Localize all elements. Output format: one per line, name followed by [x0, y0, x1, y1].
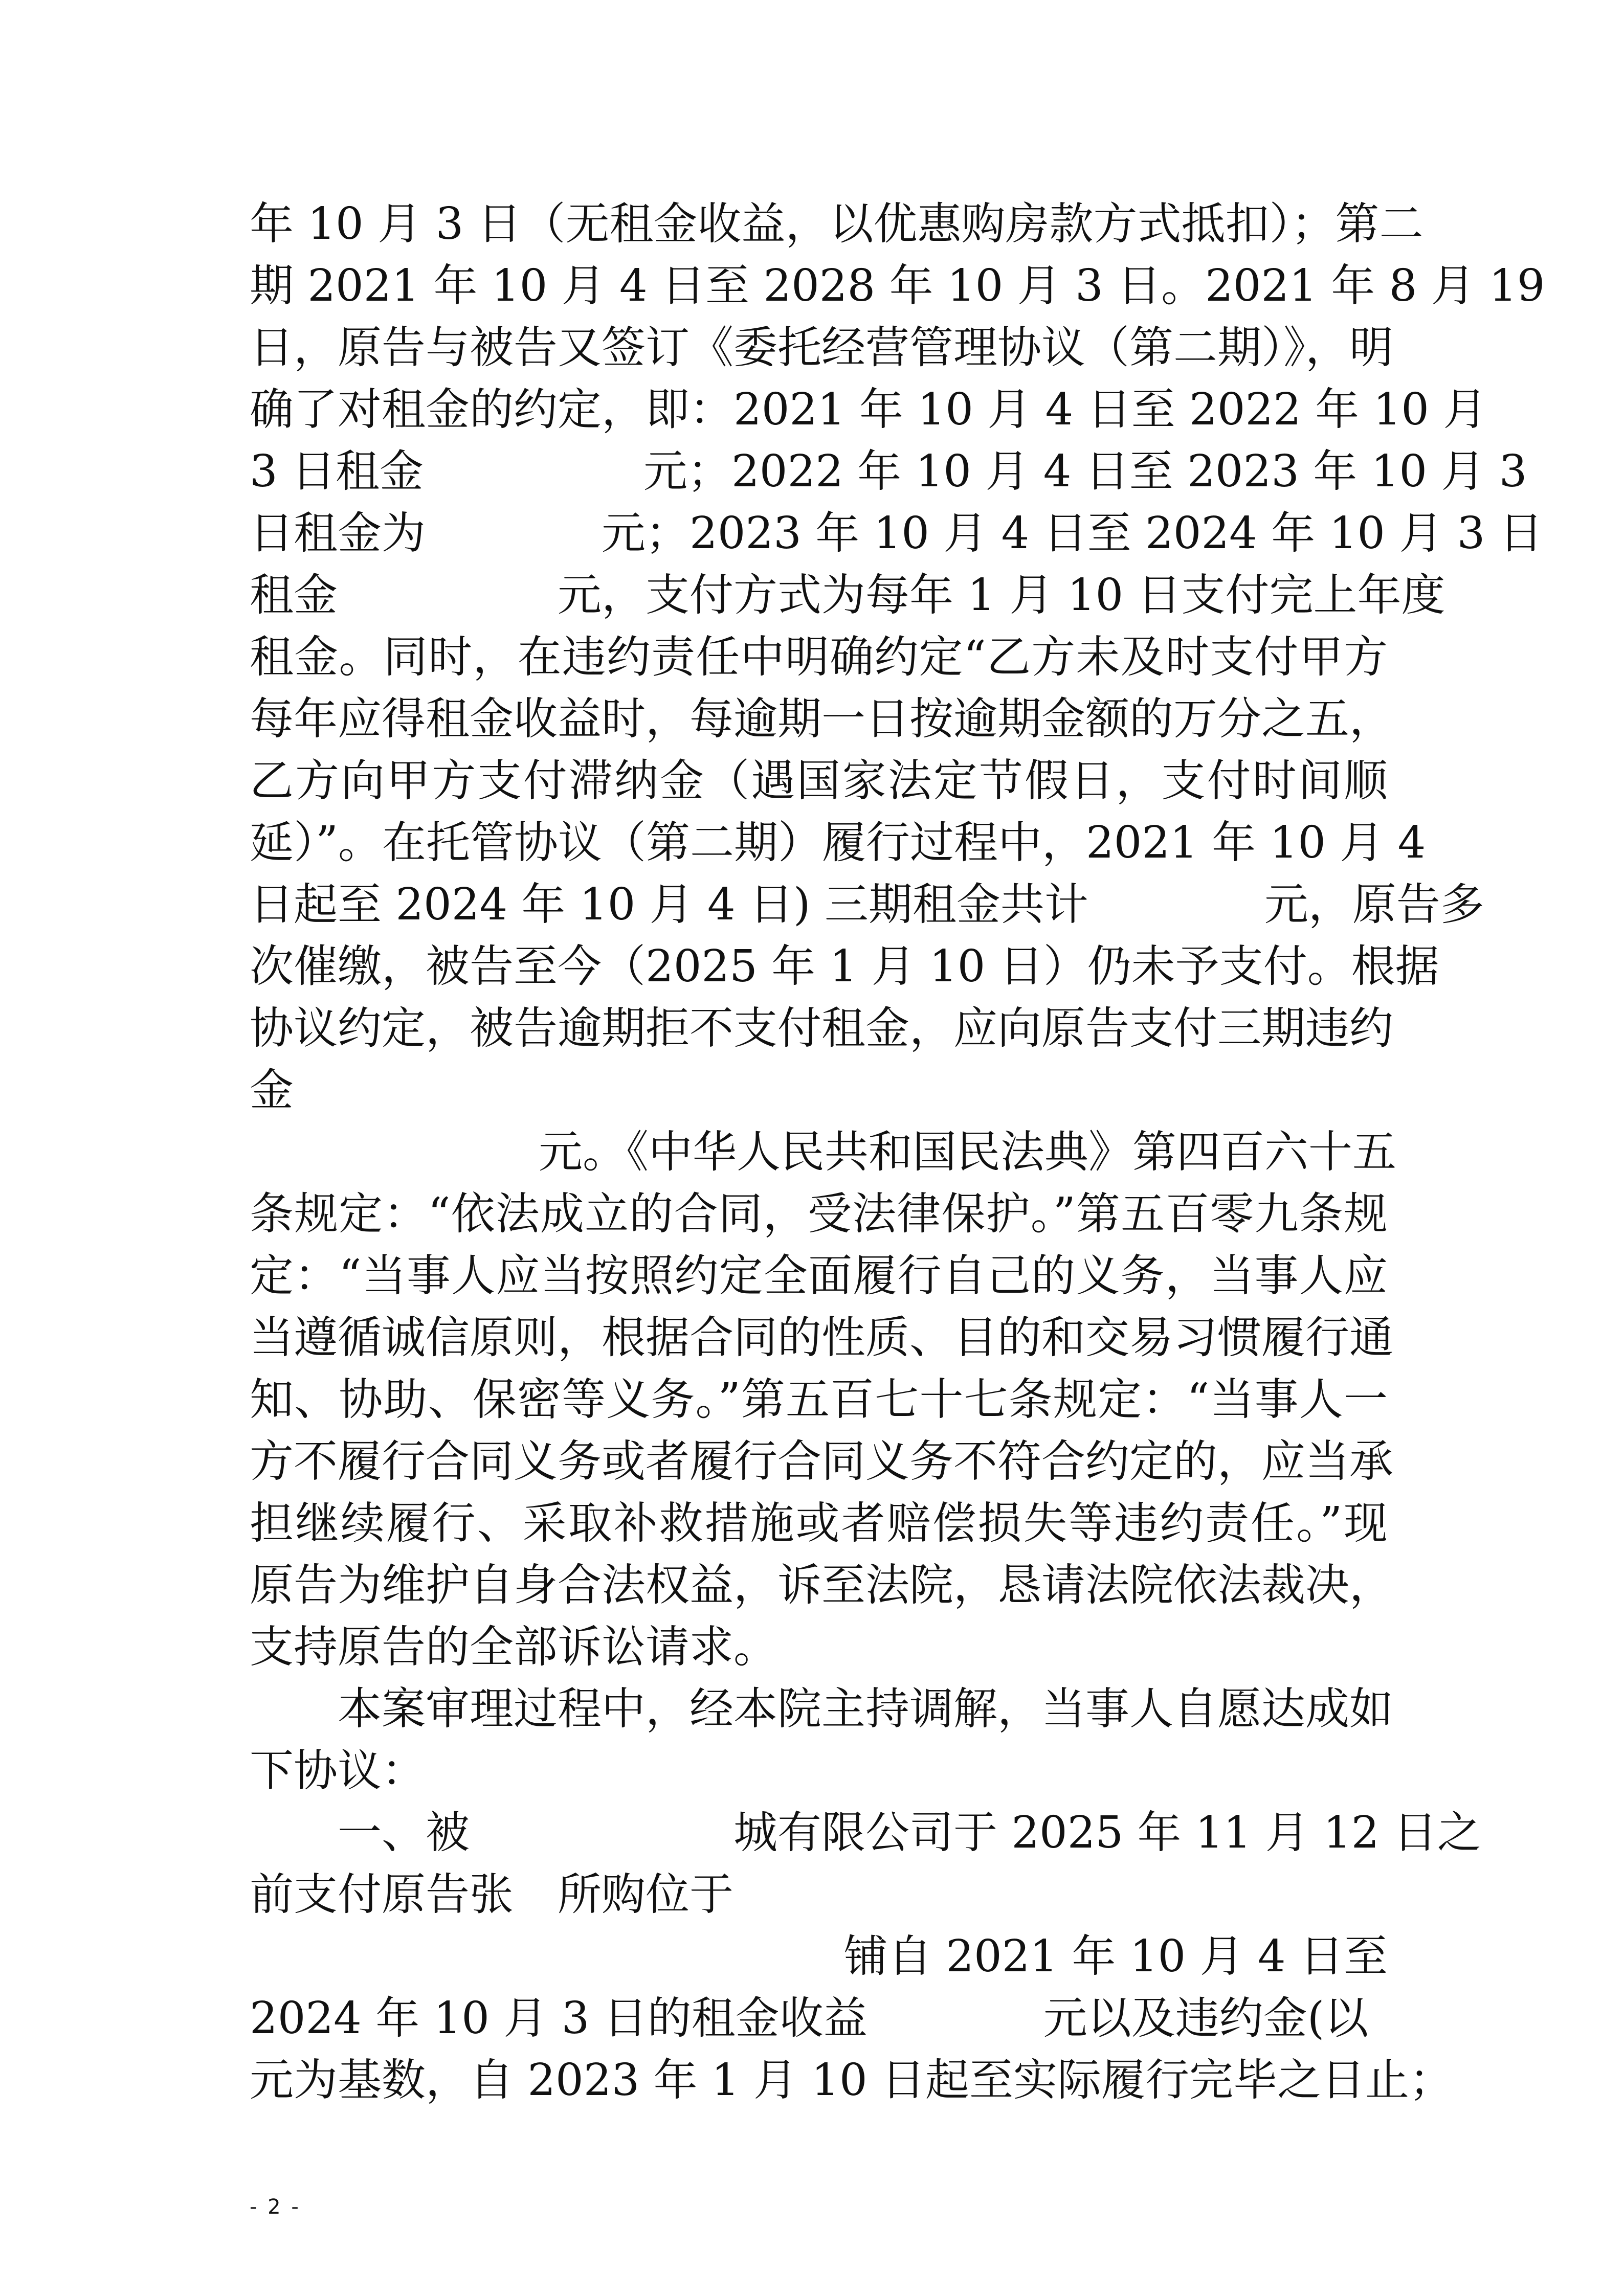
text-line: 3 日租金 元；2022 年 10 月 4 日至 2023 年 10 月 3: [250, 446, 1527, 497]
text-line: 金: [250, 1065, 294, 1116]
text-line: 每年应得租金收益时，每逾期一日按逾期金额的万分之五，: [250, 693, 1393, 745]
text-line: 2024 年 10 月 3 日的租金收益 元以及违约金(以: [250, 1993, 1369, 2044]
text-line: 定：“当事人应当按照约定全面履行自己的义务，当事人应: [250, 1250, 1388, 1301]
text-line: 当遵循诚信原则，根据合同的性质、目的和交易习惯履行通: [250, 1312, 1393, 1363]
text-line: 确了对租金的约定，即：2021 年 10 月 4 日至 2022 年 10 月: [250, 384, 1487, 435]
text-line: 协议约定，被告逾期拒不支付租金，应向原告支付三期违约: [250, 1003, 1393, 1054]
text-line: 担继续履行、采取补救措施或者赔偿损失等违约责任。”现: [250, 1498, 1388, 1549]
text-line: 知、协助、保密等义务。”第五百七十七条规定：“当事人一: [250, 1374, 1388, 1425]
text-line: 期 2021 年 10 月 4 日至 2028 年 10 月 3 日。2021 年 8 月 19: [250, 260, 1545, 311]
text-line: 铺自 2021 年 10 月 4 日至: [843, 1931, 1388, 1982]
text-line: 租金 元，支付方式为每年 1 月 10 日支付完上年度: [250, 570, 1445, 621]
text-line: 延）”。在托管协议（第二期）履行过程中，2021 年 10 月 4: [250, 817, 1426, 868]
text-line: 支持原告的全部诉讼请求。: [250, 1622, 777, 1673]
text-line: 原告为维护自身合法权益，诉至法院，恳请法院依法裁决，: [250, 1560, 1393, 1611]
text-line: 日，原告与被告又签订《委托经营管理协议（第二期）》，明: [250, 322, 1393, 373]
page-number: - 2 -: [250, 2195, 301, 2219]
document-body: [250, 193, 1545, 2111]
text-line: 日起至 2024 年 10 月 4 日) 三期租金共计 元，原告多: [250, 879, 1484, 930]
text-line: 下协议：: [250, 1745, 426, 1796]
text-line: 日租金为 元；2023 年 10 月 4 日至 2024 年 10 月 3 日: [250, 508, 1543, 559]
text-line: 方不履行合同义务或者履行合同义务不符合约定的，应当承: [250, 1436, 1393, 1487]
text-line: 租金。同时，在违约责任中明确约定“乙方未及时支付甲方: [250, 632, 1388, 683]
text-line: 年 10 月 3 日（无租金收益，以优惠购房款方式抵扣）；第二: [250, 198, 1423, 250]
text-line: 次催缴，被告至今（2025 年 1 月 10 日）仍未予支付。根据: [250, 941, 1439, 992]
text-line: 条规定：“依法成立的合同，受法律保护。”第五百零九条规: [250, 1188, 1388, 1240]
text-line: 元。《中华人民共和国民法典》第四百六十五: [539, 1127, 1396, 1178]
text-line: 本案审理过程中，经本院主持调解，当事人自愿达成如: [338, 1683, 1393, 1735]
text-line: 一、被 城有限公司于 2025 年 11 月 12 日之: [338, 1807, 1481, 1858]
text-line: 元为基数，自 2023 年 1 月 10 日起至实际履行完毕之日止；: [250, 2055, 1454, 2106]
text-line: 前支付原告张 所购位于: [250, 1869, 733, 1920]
text-line: 乙方向甲方支付滞纳金（遇国家法定节假日，支付时间顺: [250, 755, 1388, 806]
